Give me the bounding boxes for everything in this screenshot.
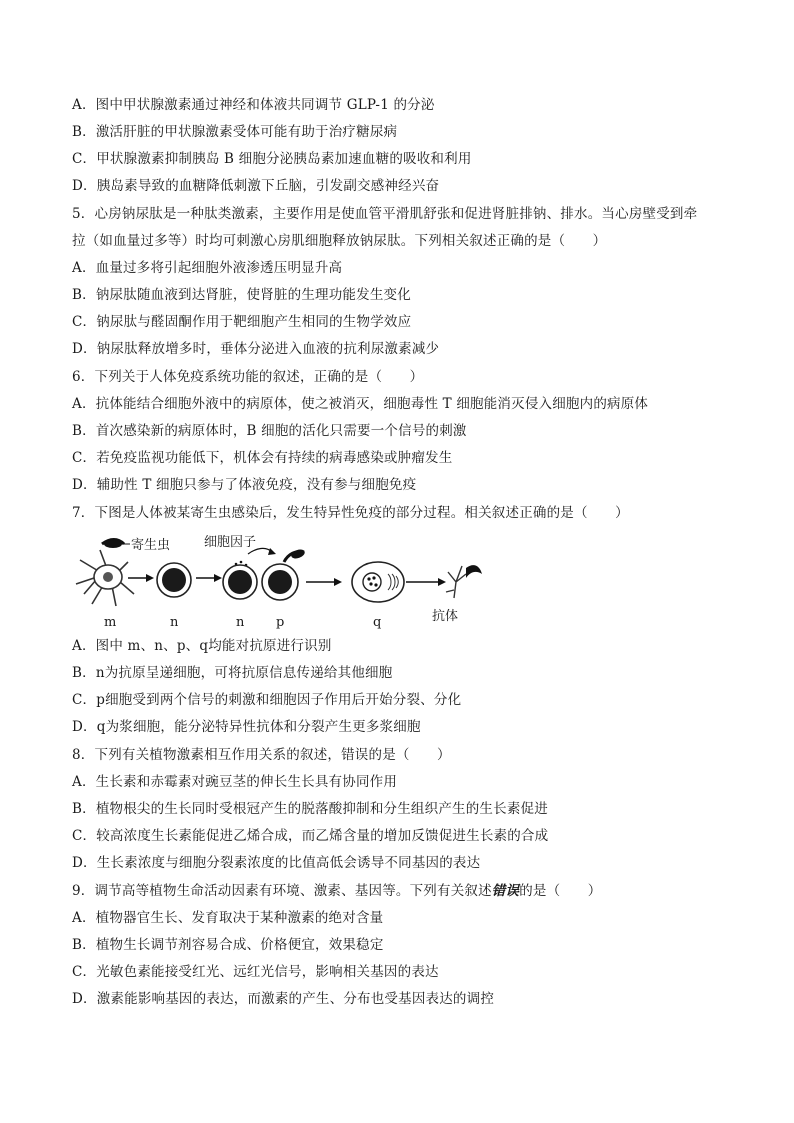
q7-option-a: A．图中 m、n、p、q均能对抗原进行识别 — [72, 638, 332, 654]
q5-option-c: C．钠尿肽与醛固酮作用于靶细胞产生相同的生物学效应 — [72, 314, 412, 330]
q8-option-c: C．较高浓度生长素能促进乙烯合成，而乙烯含量的增加反馈促进生长素的合成 — [72, 828, 549, 844]
q7-option-b: B．n为抗原呈递细胞，可将抗原信息传递给其他细胞 — [72, 665, 393, 681]
q6-option-b: B．首次感染新的病原体时，B 细胞的活化只需要一个信号的刺激 — [72, 423, 467, 439]
cell-q — [352, 562, 404, 602]
q5-stem-line-1: 5．心房钠尿肽是一种肽类激素，主要作用是使血管平滑肌舒张和促进肾脏排钠、排水。当心房壁受到牵 — [72, 206, 698, 222]
label-antibody: 抗体 — [432, 609, 459, 624]
label-p: p — [276, 615, 285, 630]
q8-option-b: B．植物根尖的生长同时受根冠产生的脱落酸抑制和分生组织产生的生长素促进 — [72, 801, 548, 817]
cell-n — [157, 563, 191, 597]
q6-option-a: A．抗体能结合细胞外液中的病原体，使之被消灭，细胞毒性 T 细胞能消灭侵入细胞内的病原体 — [72, 396, 649, 412]
label-q: q — [373, 615, 382, 630]
label-parasite: 寄生虫 — [131, 538, 171, 553]
q9-option-a: A．植物器官生长、发育取决于某种激素的绝对含量 — [72, 910, 384, 926]
q8-stem: 8．下列有关植物激素相互作用关系的叙述，错误的是（ ） — [72, 747, 451, 763]
q5-option-b: B．钠尿肽随血液到达肾脏，使肾脏的生理功能发生变化 — [72, 287, 411, 303]
q9-stem-tail: 的是（ ） — [519, 883, 602, 899]
q5-option-a: A．血量过多将引起细胞外液渗透压明显升高 — [72, 260, 343, 276]
q7-option-d: D．q为浆细胞，能分泌特异性抗体和分裂产生更多浆细胞 — [72, 719, 421, 735]
label-cytokine: 细胞因子 — [204, 535, 257, 550]
q5-option-d: D．钠尿肽释放增多时，垂体分泌进入血液的抗利尿激素减少 — [72, 341, 440, 357]
q9-option-b: B．植物生长调节剂容易合成、价格便宜，效果稳定 — [72, 937, 384, 953]
q6-option-c: C．若免疫监视功能低下，机体会有持续的病毒感染或肿瘤发生 — [72, 450, 453, 466]
cell-m — [76, 550, 134, 606]
q8-option-d: D．生长素浓度与细胞分裂素浓度的比值高低会诱导不同基因的表达 — [72, 855, 481, 871]
q7-option-c: C．p细胞受到两个信号的刺激和细胞因子作用后开始分裂、分化 — [72, 692, 462, 708]
q9-option-d: D．激素能影响基因的表达，而激素的产生、分布也受基因表达的调控 — [72, 991, 495, 1007]
parasite-body — [104, 540, 122, 548]
cell-p — [262, 548, 306, 600]
immune-process-figure — [70, 532, 490, 632]
q5-stem-line-2: 拉（如血量过多等）时均可刺激心房肌细胞释放钠尿肽。下列相关叙述正确的是（ ） — [72, 233, 607, 249]
q9-stem — [72, 881, 601, 901]
q4-option-d: D．胰岛素导致的血糖降低刺激下丘脑，引发副交感神经兴奋 — [72, 178, 440, 194]
label-n-second: n — [236, 615, 245, 630]
q6-stem: 6．下列关于人体免疫系统功能的叙述，正确的是（ ） — [72, 369, 424, 385]
q8-option-a: A．生长素和赤霉素对豌豆茎的伸长生长具有协同作用 — [72, 774, 398, 790]
label-n-first: n — [170, 615, 179, 630]
q7-stem: 7．下图是人体被某寄生虫感染后，发生特异性免疫的部分过程。相关叙述正确的是（ ） — [72, 505, 629, 521]
q4-option-a: A．图中甲状腺激素通过神经和体液共同调节 GLP-1 的分泌 — [72, 97, 435, 113]
cell-n-second — [223, 565, 257, 599]
q9-option-c: C．光敏色素能接受红光、远红光信号，影响相关基因的表达 — [72, 964, 439, 980]
q9-stem-text: 9．调节高等植物生命活动因素有环境、激素、基因等。下列有关叙述 — [72, 883, 492, 899]
label-m: m — [104, 615, 117, 630]
q9-stem-emphasis: 错误 — [491, 883, 520, 899]
q6-option-d: D．辅助性 T 细胞只参与了体液免疫，没有参与细胞免疫 — [72, 477, 417, 493]
q4-option-b: B．激活肝脏的甲状腺激素受体可能有助于治疗糖尿病 — [72, 124, 398, 140]
antibody-shape — [446, 565, 482, 598]
q4-option-c: C．甲状腺激素抑制胰岛 B 细胞分泌胰岛素加速血糖的吸收和利用 — [72, 151, 472, 167]
